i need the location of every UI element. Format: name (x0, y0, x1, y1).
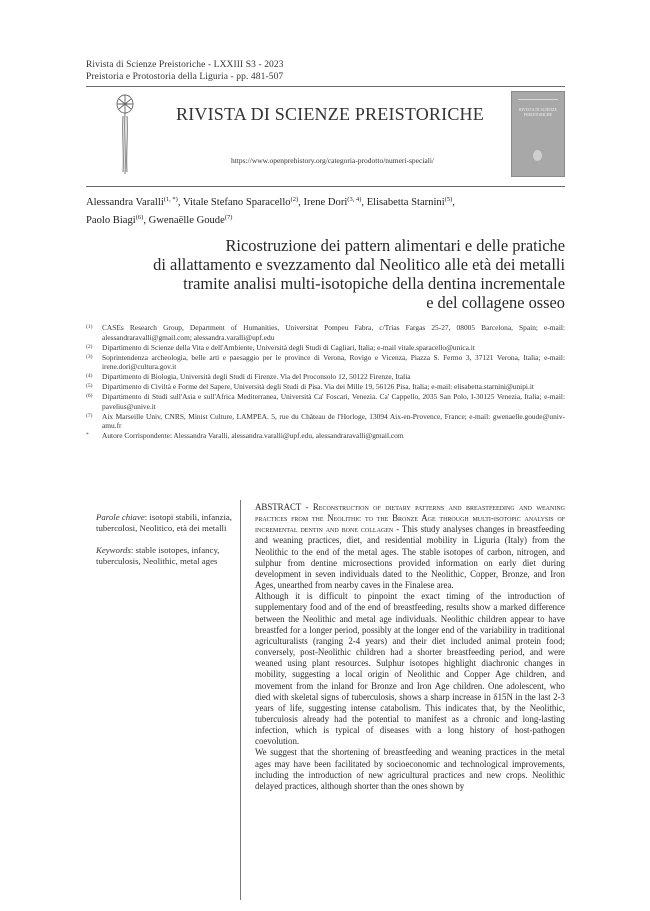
author-name: , Irene Dori (298, 197, 348, 208)
cover-title: RIVISTA DI SCIENZE PREISTORICHE (519, 107, 557, 117)
abstract-text: - This study analyses changes in breastfeeding and weaning practices, diet, and residential mobility in Liguria (Italy) from the Neolithic to the end of the metal ages. The stable isotopes of carbon, nitrogen, and sulphur from dentine microsections provided information on early diet during development in seven individuals dated to the Neolithic, Copper, Bronze, and Iron Ages, unearthed from nearby caves in the Finalese area. (255, 524, 565, 591)
affiliation-text: Dipartimento di Studi sull'Asia e sull'Africa Mediterranea, Università Ca' Foscari, Venezia. Ca' Cappello, 2035 San Polo, I-30125 Venezia, Italia; e-mail: pavelius@unive.it (102, 391, 565, 411)
abstract-paragraph: Although it is difficult to pinpoint the exact timing of the introduction of supplementary food and of the end of breastfeeding, results show a marked difference between the Neolithic and metal age individuals. Neolithic children appear to have breastfed for a longer period, possibly at the longer end of the variability in traditional agriculturalists (ranging 2-4 years) and their diet included animal protein food; conversely, post-Neolithic children had a shorter breastfeeding period, and were weaned using plant resources. Sulphur isotopes highlight diachronic changes in mobility, suggesting a local origin of Neolithic and Copper Age children, and movement from the inland for Bronze and Iron Age children. One adolescent, who died with skeletal signs of tuberculosis, shows a sharp increase in δ15N in the last 2-3 years of life, suggesting intense catabolism. This indicates that, by the Neolithic, tuberculosis already had the potential to manifest as a chronic and long-lasting infection, which is typical of diseases with a long history of host-pathogen coevolution. (255, 591, 565, 747)
keywords-text: : stable isotopes, infancy, tuberculosis, Neolithic, metal ages (96, 544, 220, 566)
affiliation-text: Soprintendenza archeologia, belle arti e paesaggio per le province di Verona, Rovigo e Vicenza, Piazza S. Fermo 3, 37121 Verona, Italia; e-mail: irene.dori@cultura.gov.it (102, 352, 565, 372)
affiliation-item (86, 392, 565, 412)
affiliation-text: Dipartimento di Civiltà e Forme del Sapere, Università degli Studi di Pisa. Via dei Mille 19, 56126 Pisa, Italia; e-mail: elisabetta.starnini@unipi.it (102, 382, 534, 392)
affiliations-list (86, 323, 565, 441)
author-affiliation-mark: (3, 4) (347, 196, 362, 203)
affiliation-text: CASEs Research Group, Department of Humanities, Universitat Pompeu Fabra, c/Trias Fargas 25-27, 08005 Barcelona, Spain; e-mail: alessandraravalli@gmail.com; alessandra.varalli@upf.edu (102, 323, 565, 342)
title-line: e del collagene osseo (426, 293, 565, 312)
journal-logo-icon (114, 92, 136, 178)
abstract-paragraph (255, 502, 565, 591)
article-title (100, 236, 565, 312)
affiliation-marker: (6) (86, 392, 93, 399)
author-name: Paolo Biagi (86, 214, 136, 226)
affiliation-text: Aix Marseille Univ, CNRS, Minist Culture, LAMPEA. 5, rue du Château de l'Horloge, 13094 Aix-en-Provence, France; e-mail: gwenaelle.goude@univ-amu.fr (102, 411, 565, 431)
affiliation-marker: (5) (86, 383, 93, 390)
author-affiliation-mark: (5) (444, 196, 453, 203)
keywords-label: Parole chiave (96, 512, 145, 522)
author-affiliation-mark: (6) (135, 213, 144, 221)
author-separator: , (452, 197, 455, 208)
abstract-paragraph: We suggest that the shortening of breastfeeding and weaning practices in the metal ages may have been facilitated by socioeconomic and technological improvements, including the introduction of new agricultural practices and new crops. Neolithic delayed practices, although shorter than the ones shown by (255, 747, 565, 791)
journal-name: RIVISTA DI SCIENZE PREISTORICHE (176, 104, 484, 124)
cover-rule (518, 99, 558, 100)
affiliation-marker: (3) (86, 353, 93, 360)
affiliation-marker: (4) (86, 373, 93, 380)
affiliation-item (86, 323, 565, 343)
journal-citation: Rivista di Scienze Preistoriche - LXXIII S3 - 2023 (86, 60, 284, 70)
affiliation-item (86, 412, 565, 432)
keywords-sidebar (96, 512, 236, 567)
title-line: tramite analisi multi-isotopiche della dentina incrementale (183, 274, 565, 293)
affiliation-marker: * (86, 432, 89, 439)
author-affiliation-mark: (2) (290, 196, 299, 203)
affiliation-item (86, 353, 565, 373)
keywords-italian (96, 512, 236, 535)
author-name: , Vitale Stefano Sparacello (177, 197, 291, 208)
affiliation-text: Dipartimento di Scienze della Vita e dell'Ambiente, Università degli Studi di Cagliari, Italia; e-mail vitale.sparacello@unica.it (102, 342, 475, 352)
title-line: di allattamento e svezzamento dal Neolitico alle età dei metalli (153, 255, 565, 274)
header-rule-bottom (86, 186, 565, 187)
author-name: , Gwenaëlle Goude (143, 214, 225, 226)
author-affiliation-mark: (1, *) (163, 196, 178, 203)
cover-emblem-icon (533, 150, 542, 161)
affiliation-text: Autore Corrispondente: Alessandra Varalli, alessandra.varalli@upf.edu, alessandraravalli@gmail.com (102, 431, 404, 441)
affiliation-text: Dipartimento di Biologia, Università degli Studi di Firenze. Via del Proconsolo 12, 50122 Firenze, Italia (102, 372, 411, 382)
journal-cover-thumbnail (511, 91, 565, 177)
journal-url[interactable]: https://www.openprehistory.org/categoria-prodotto/numeri-speciali/ (231, 156, 435, 165)
journal-header (86, 86, 565, 186)
affiliation-marker: (7) (86, 412, 93, 419)
author-list (86, 193, 565, 228)
affiliation-item (86, 382, 565, 392)
keywords-text: : isotopi stabili, infanzia, tubercolosi, Neolitico, età dei metalli (96, 512, 233, 534)
abstract-block (255, 502, 565, 792)
affiliation-marker: (2) (86, 343, 93, 350)
keywords-label: Keywords (96, 544, 131, 555)
affiliation-marker: (1) (86, 324, 93, 330)
volume-citation: Preistoria e Protostoria della Liguria - pp. 481-507 (86, 72, 284, 82)
author-name: , Elisabetta Starnini (361, 197, 445, 208)
affiliation-item (86, 343, 565, 353)
corresponding-author (86, 431, 565, 441)
affiliation-item (86, 372, 565, 382)
column-divider (240, 500, 241, 900)
keywords-english (96, 545, 236, 568)
abstract-label: ABSTRACT - (255, 502, 313, 512)
abstract-heading: Reconstruction of dietary patterns and breastfeeding and weaning practices from the Neolithic to the Bronze Age through multi-isotopic analysis of incremental dentin and bone collagen (255, 502, 565, 535)
author-name: Alessandra Varalli (86, 197, 164, 208)
author-affiliation-mark: (7) (224, 213, 233, 221)
title-line: Ricostruzione dei pattern alimentari e delle pratiche (225, 236, 565, 255)
